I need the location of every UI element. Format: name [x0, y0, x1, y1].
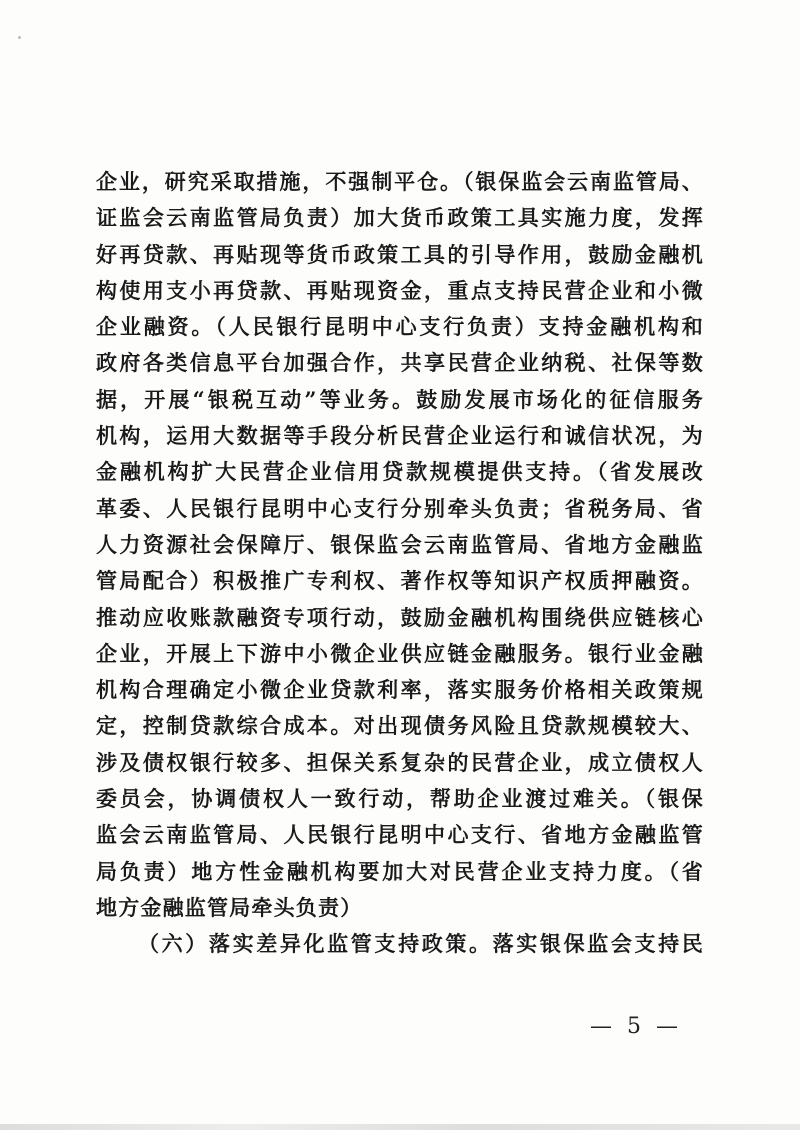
body-line: 定，控制贷款综合成本。对出现债务风险且贷款规模较大、	[96, 713, 704, 739]
body-line: 企业，研究采取措施，不强制平仓。（银保监会云南监管局、	[96, 169, 704, 194]
body-line: 政府各类信息平台加强合作，共享民营企业纳税、社保等数	[96, 350, 704, 376]
body-line: 机构合理确定小微企业贷款利率，落实服务价格相关政策规	[96, 677, 704, 703]
body-line: 金融机构扩大民营企业信用贷款规模提供支持。（省发展改	[96, 459, 704, 485]
document-body	[96, 164, 704, 963]
scan-artifact	[18, 36, 21, 39]
body-line: 革委、人民银行昆明中心支行分别牵头负责；省税务局、省	[96, 495, 704, 521]
body-line: 企业，开展上下游中小微企业供应链金融服务。银行业金融	[96, 640, 704, 666]
body-line: 机构，运用大数据等手段分析民营企业运行和诚信状况，为	[96, 423, 704, 449]
body-line: 地方金融监管局牵头负责）	[96, 894, 363, 920]
body-line: 管局配合）积极推广专利权、著作权等知识产权质押融资。	[96, 568, 704, 594]
body-line: 委员会，协调债权人一致行动，帮助企业渡过难关。（银保	[96, 786, 704, 812]
body-line: 监会云南监管局、人民银行昆明中心支行、省地方金融监管	[96, 822, 704, 848]
body-line: 好再贷款、再贴现等货币政策工具的引导作用，鼓励金融机	[96, 241, 704, 267]
section-heading-line: （六）落实差异化监管支持政策。落实银保监会支持民	[138, 931, 704, 957]
body-line: 局负责）地方性金融机构要加大对民营企业支持力度。（省	[96, 858, 704, 884]
scan-bottom-edge	[0, 1124, 800, 1130]
body-line: 构使用支小再贷款、再贴现资金，重点支持民营企业和小微	[96, 277, 704, 303]
body-line: 推动应收账款融资专项行动，鼓励金融机构围绕供应链核心	[96, 604, 704, 630]
body-line: 涉及债权银行较多、担保关系复杂的民营企业，成立债权人	[96, 749, 704, 775]
page-number: — 5 —	[590, 1014, 682, 1039]
body-line: 据，开展“银税互动”等业务。鼓励发展市场化的征信服务	[96, 386, 704, 412]
body-line: 人力资源社会保障厅、银保监会云南监管局、省地方金融监	[96, 531, 704, 557]
body-line: 企业融资。（人民银行昆明中心支行负责）支持金融机构和	[96, 314, 704, 340]
body-line: 证监会云南监管局负责）加大货币政策工具实施力度，发挥	[96, 205, 704, 231]
